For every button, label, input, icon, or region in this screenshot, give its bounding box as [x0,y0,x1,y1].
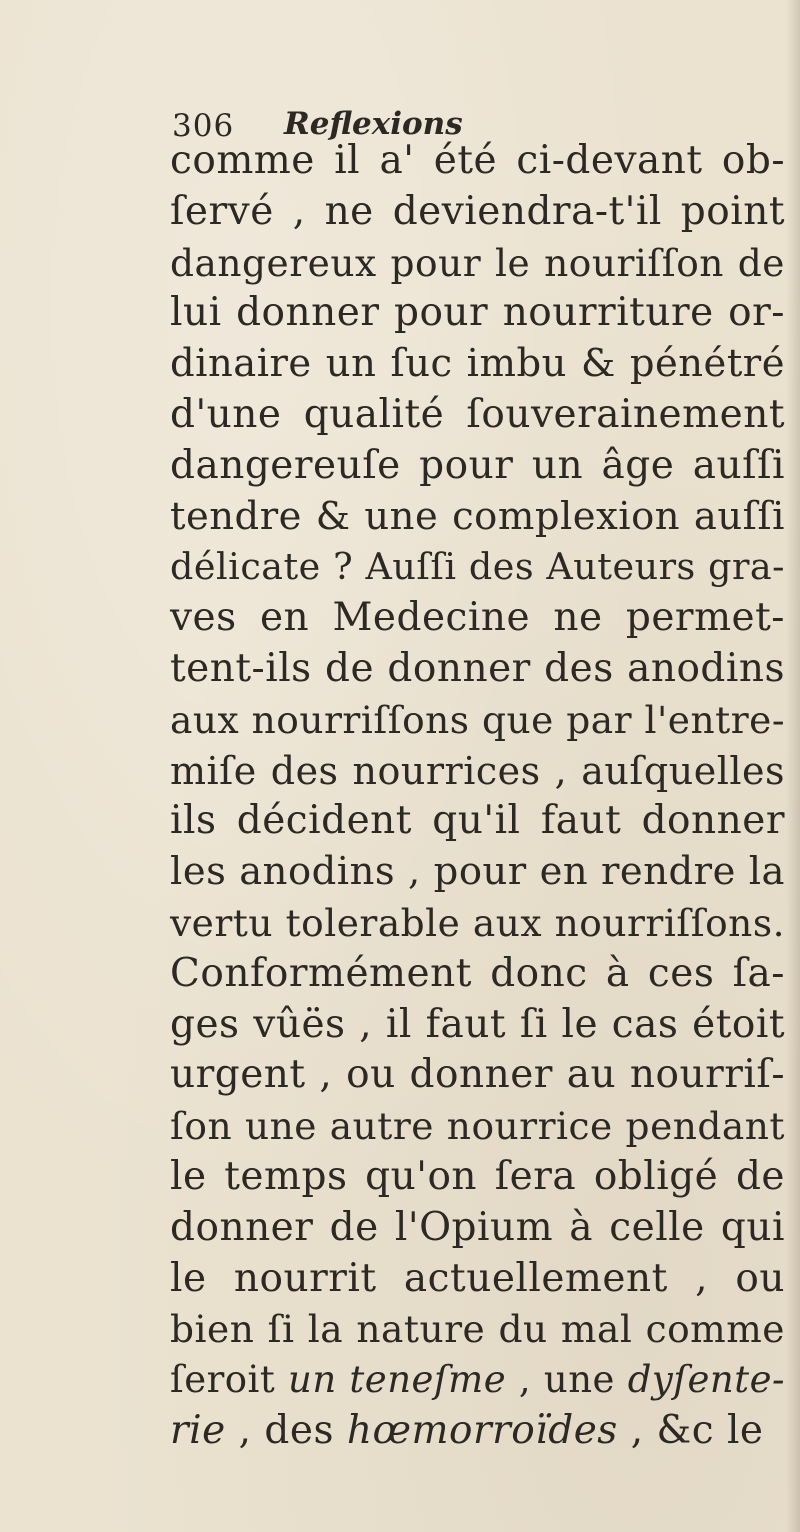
page-edge-shadow [786,0,800,1532]
text-line: les anodins , pour en rendre la [170,849,785,895]
text-line: délicate ? Auſſi des Auteurs gra- [170,545,785,589]
body-text [170,136,785,1457]
text-line: le temps qu'on ſera obligé de [170,1153,785,1199]
text-line-mixed [170,1355,785,1406]
text-line: ils décident qu'il faut donner [170,798,785,844]
text-line: tendre & une complexion auſſi [170,493,785,539]
text-line: ves en Medecine ne permet- [170,595,785,641]
text-line: comme il a' été ci-devant ob- [170,138,785,183]
text-line: donner de l'Opium à celle qui [170,1204,785,1250]
text-line: ſervé , ne deviendra-t'il point [170,188,785,234]
text-line: d'une qualité ſouverainement [170,391,785,437]
line-25-roman-mid: , une [506,1358,628,1402]
page-number: 306 [172,108,235,144]
text-line: dangereuſe pour un âge auſſi [170,442,785,488]
text-line: miſe des nourrices , auſquelles [170,748,785,793]
text-line: Conformément donc à ces ſa- [170,950,785,996]
text-line: aux nourriſſons que par l'entre- [170,697,785,742]
italic-term-tenesme: un teneſme [288,1358,507,1402]
text-line: le nourrit actuellement , ou [170,1255,785,1301]
text-line: ges vûës , il faut ſi le cas étoit [170,1001,785,1047]
italic-term-dysenterie: dyſente- [627,1358,785,1402]
text-line: ſon une autre nourrice pendant [170,1104,785,1149]
italic-term-hoemorroides: hœmorroïdes [346,1407,618,1453]
text-line: tent-ils de donner des anodins [170,645,785,691]
text-line-mixed [170,1406,785,1457]
text-line: lui donner pour nourriture or- [170,290,785,336]
italic-term-rie: rie [170,1407,226,1453]
line-26-roman-end: , &c le [617,1407,764,1453]
text-line: dinaire un ſuc imbu & pénétré [170,341,785,387]
text-line: vertu tolerable aux nourriſſons. [170,900,785,945]
text-line: dangereux pour le nouriſſon de [170,240,785,285]
running-title: Reflexions [284,106,463,142]
text-line: bien ſi la nature du mal comme [170,1307,785,1352]
text-line: urgent , ou donner au nourriſ- [170,1052,785,1098]
line-25-roman: ſeroit [170,1358,289,1402]
line-26-roman-mid: , des [225,1407,347,1453]
